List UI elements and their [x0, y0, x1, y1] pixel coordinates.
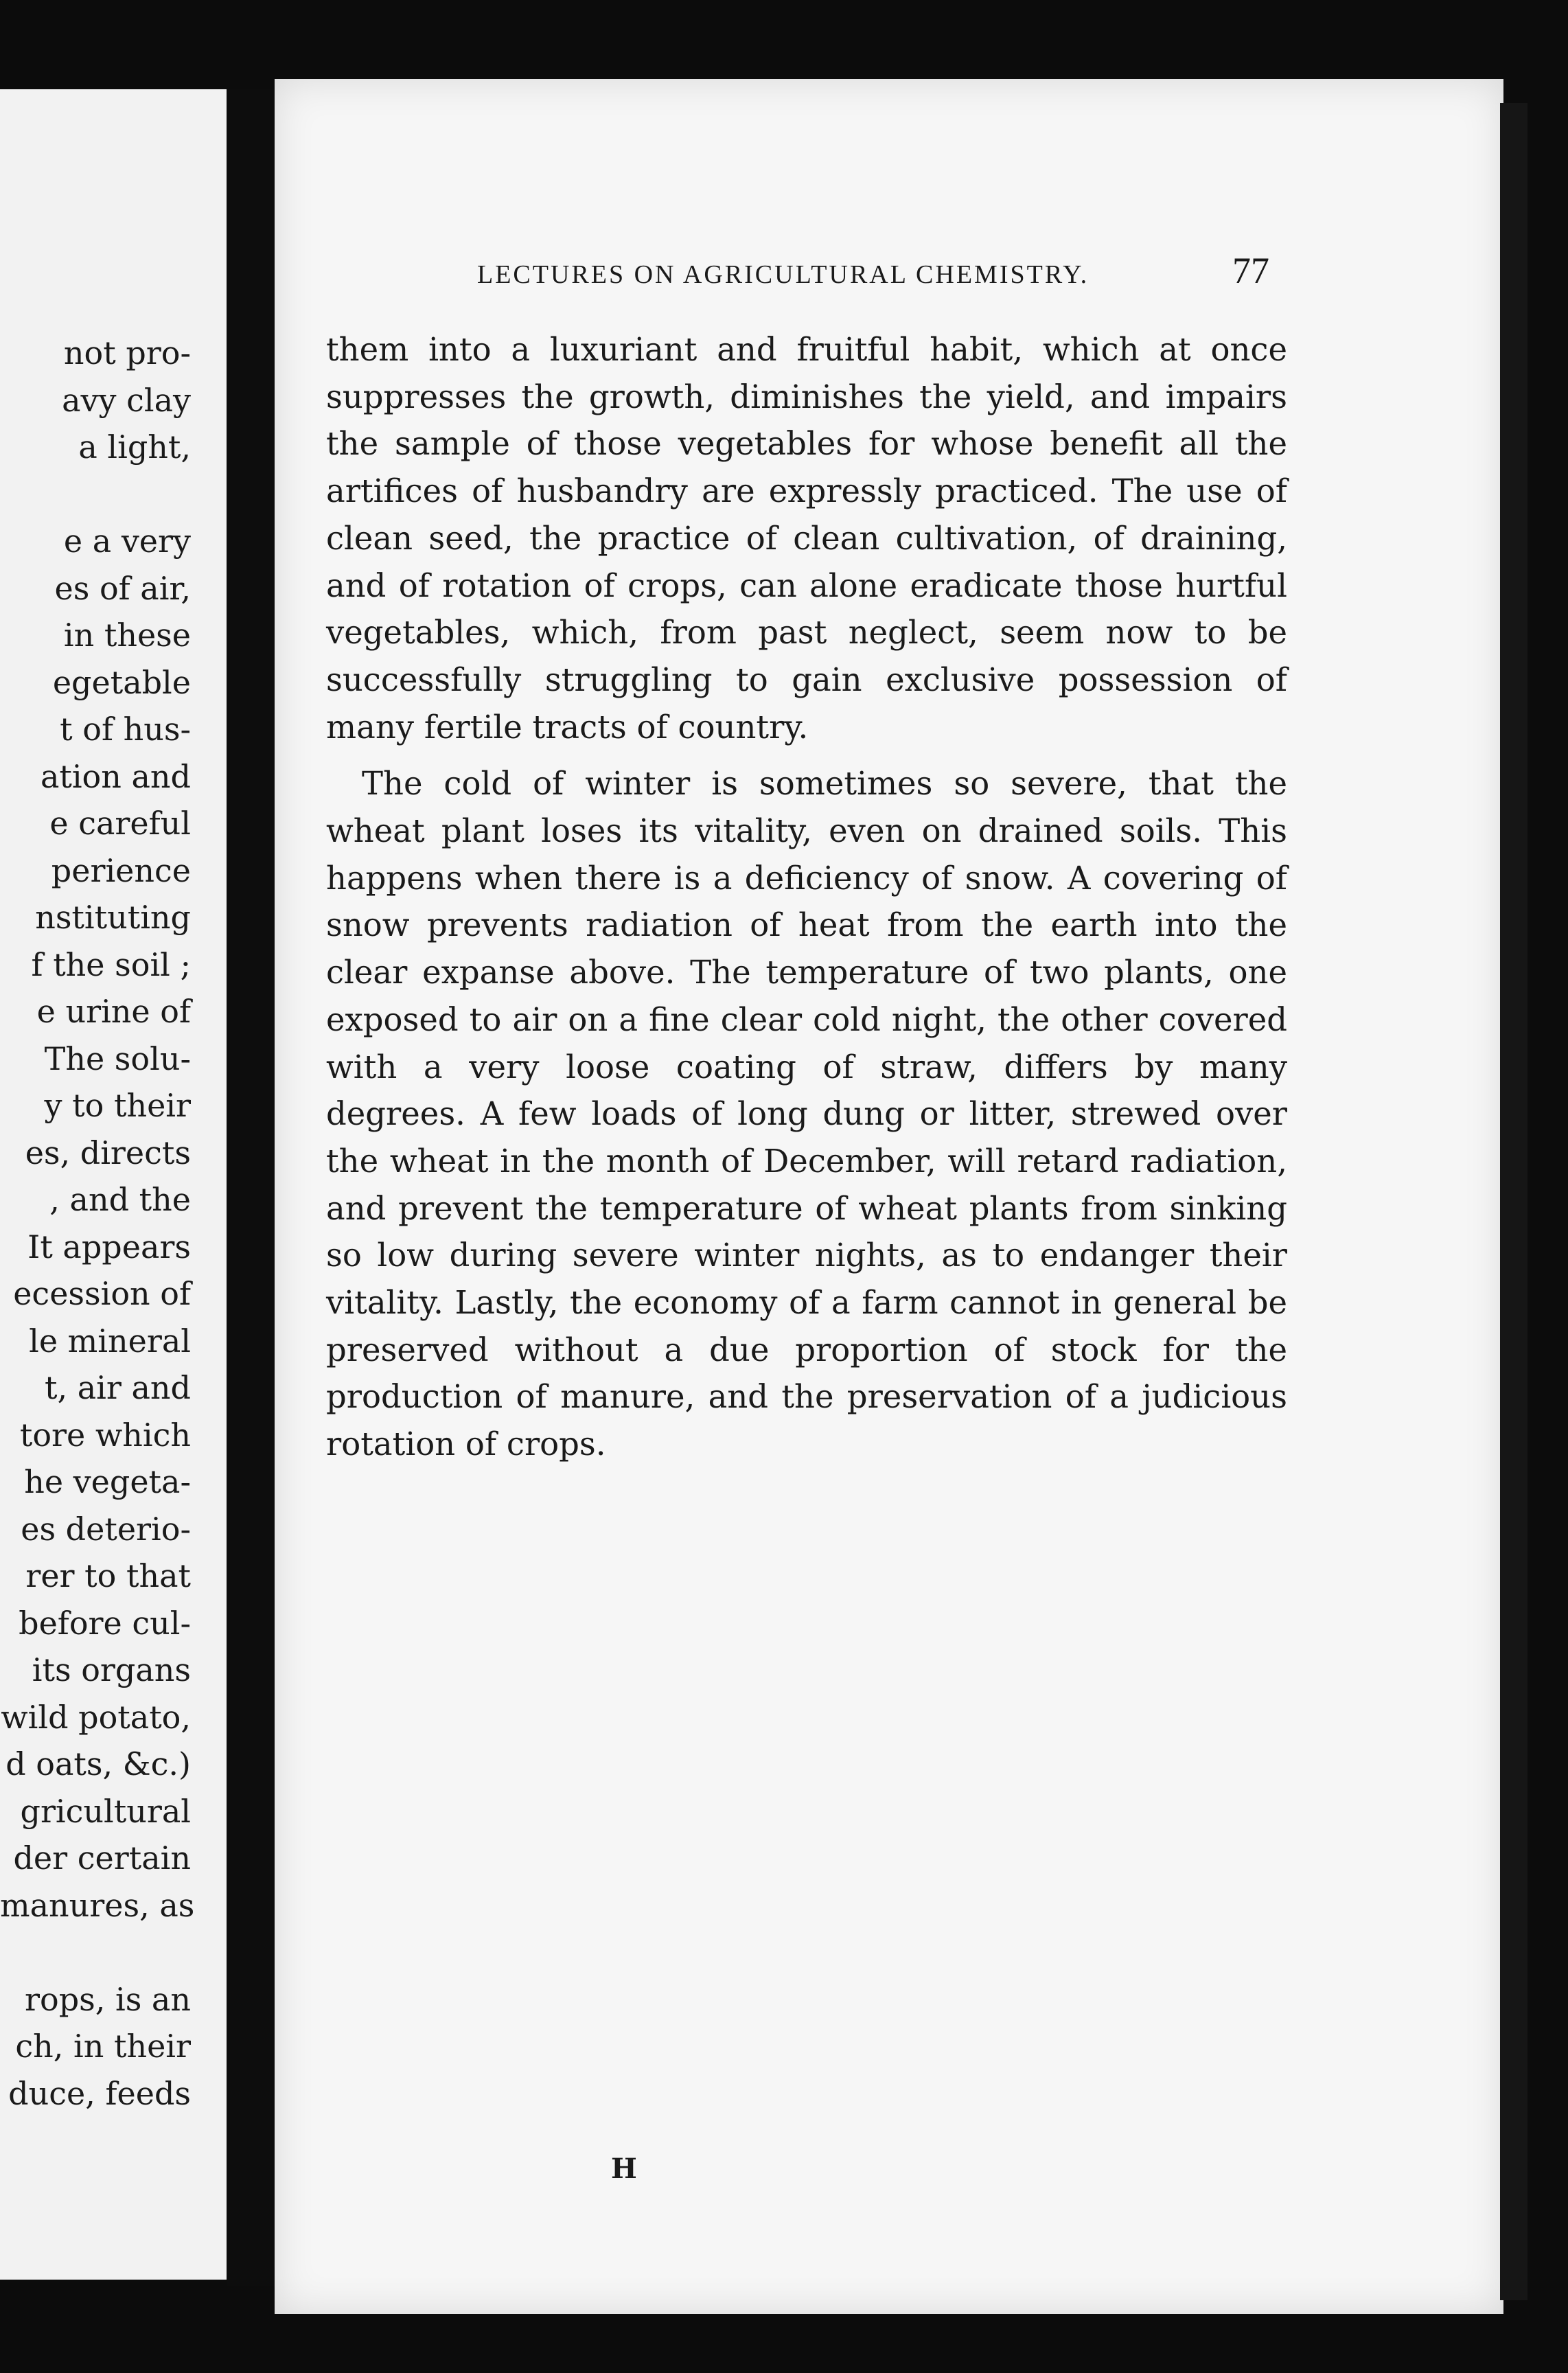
left-page-line: nstituting [35, 899, 191, 936]
left-page-line: der certain [13, 1839, 191, 1877]
left-page-line: rer to that [25, 1557, 191, 1594]
left-page-line: e careful [49, 805, 191, 842]
left-page-line: d oats, &c.) [5, 1745, 191, 1782]
running-head-title: LECTURES ON AGRICULTURAL CHEMISTRY. [477, 260, 1089, 289]
left-page-line: duce, feeds [8, 2074, 191, 2112]
left-page-line: he vegeta- [24, 1463, 191, 1500]
paragraph-1: them into a luxuriant and fruitful habit, which at once suppresses the growth, diminishes the yield, and impairs the sample of those vegetables for whose benefit all the artifices of husbandry are expressly practiced. The use of clean seed, the practice of clean cultivation, of draining, and of rotation of crops, can alone eradicate those hurtful vegetables, which, from past neglect, seem now to be successfully struggling to gain exclusive possession of many fertile tracts of country. [326, 331, 1287, 746]
left-page-line: es of air, [54, 569, 191, 607]
left-page-line: before cul- [19, 1604, 191, 1642]
left-page-line: manures, as [0, 1886, 195, 1924]
left-page-line: es, directs [25, 1134, 191, 1171]
page-number: 77 [1232, 250, 1269, 291]
running-head [477, 254, 1562, 295]
signature-mark: H [611, 2153, 637, 2185]
book-gutter [227, 89, 275, 2286]
left-page-line: perience [51, 851, 191, 889]
left-page-line: ation and [40, 757, 191, 795]
left-page-line: y to their [44, 1087, 191, 1124]
left-page-line: in these [63, 617, 191, 654]
left-page-line: ch, in their [15, 2028, 191, 2065]
left-page-line: avy clay [62, 381, 191, 419]
left-page-line: egetable [52, 663, 191, 701]
left-page-line: le mineral [29, 1322, 191, 1360]
left-page-line: tore which [19, 1416, 191, 1454]
left-page-line: e a very [63, 523, 191, 560]
page-edge-shadow [1500, 103, 1527, 2300]
left-page-line: t of hus- [60, 711, 191, 748]
left-page-line: , and the [49, 1181, 191, 1218]
left-page-line: its organs [32, 1651, 191, 1688]
left-page-line: t, air and [45, 1369, 191, 1406]
left-page-line: The solu- [44, 1040, 191, 1077]
left-page-line: a light, [78, 428, 191, 466]
right-page [275, 79, 1503, 2314]
body-text [326, 326, 1287, 1468]
left-page-line: ecession of [13, 1275, 191, 1312]
paragraph-2: The cold of winter is sometimes so severe, that the wheat plant loses its vitality, even on drained soils. This happens when there is a deficiency of snow. A covering of snow prevents radiation of heat from the earth into the clear expanse above. The temperature of two plants, one exposed to air on a fine clear cold night, the other covered with a very loose coating of straw, differs by many degrees. A few loads of long dung or litter, strewed over the wheat in the month of December, will retard radiation, and prevent the temperature of wheat plants from sinking so low during severe winter nights, as to endanger their vitality. Lastly, the economy of a farm cannot in general be preserved without a due proportion of stock for the production of manure, and the preservation of a judicious rotation of crops. [326, 765, 1287, 1463]
left-page-line: gricultural [20, 1792, 191, 1830]
left-page-line: es deterio- [21, 1510, 191, 1548]
left-page-line: wild potato, [1, 1698, 191, 1736]
left-page-line: f the soil ; [31, 945, 191, 983]
left-page-line: e urine of [36, 993, 191, 1030]
left-page-line: It appears [27, 1228, 191, 1265]
left-page-line: not pro- [63, 334, 191, 371]
left-page-line: rops, is an [25, 1980, 191, 2018]
